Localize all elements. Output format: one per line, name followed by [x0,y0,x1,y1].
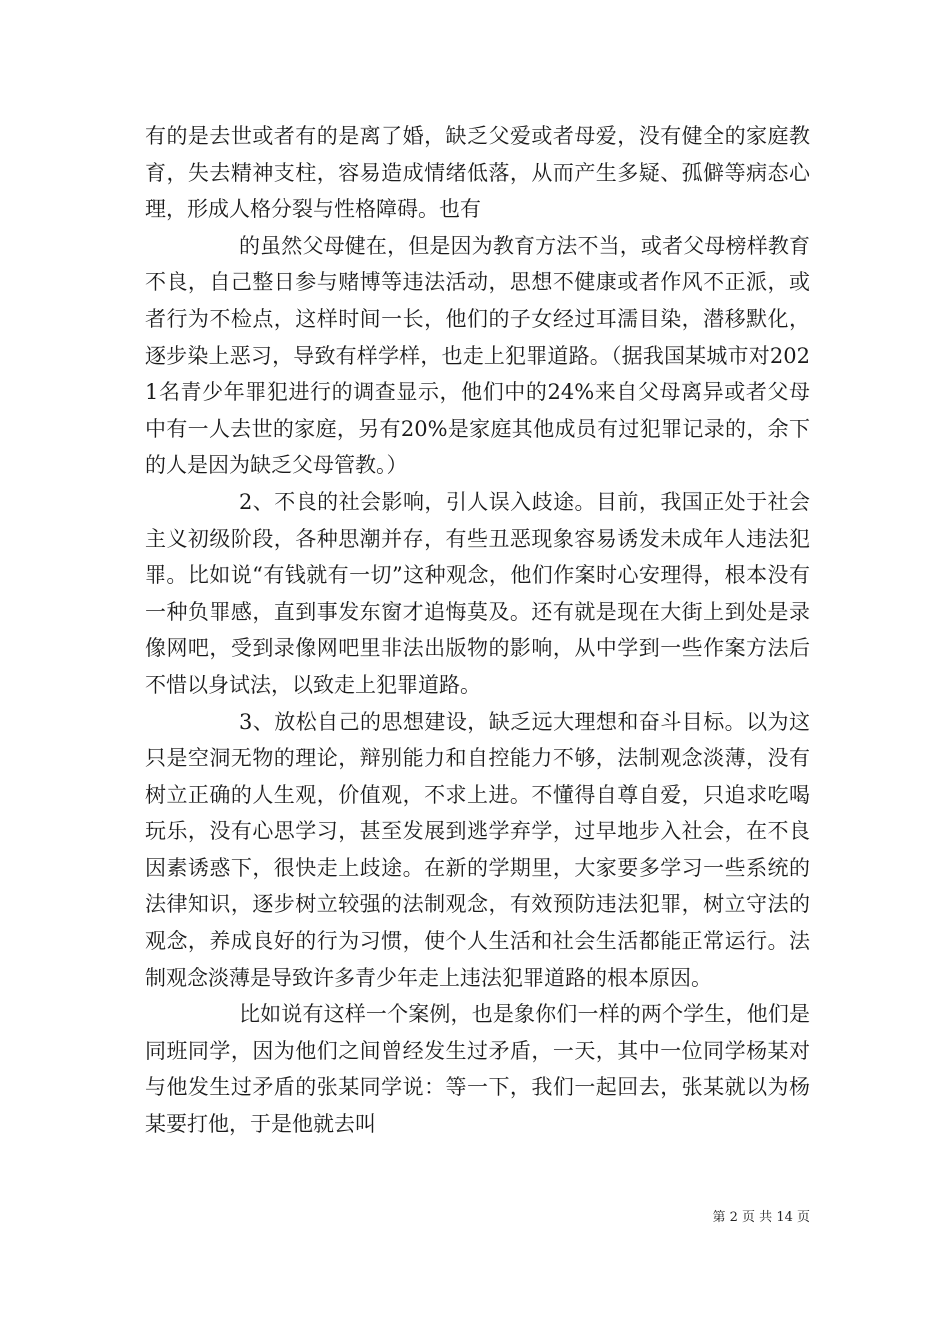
document-body [145,118,810,1143]
paragraph-4: 3、放松自己的思想建设，缺乏远大理想和奋斗目标。以为这只是空洞无物的理论，辩别能力和自控能力不够，法制观念淡薄，没有树立正确的人生观，价值观，不求上进。不懂得自尊自爱，只追求吃喝玩乐，没有心思学习，甚至发展到逃学弃学，过早地步入社会，在不良因素诱惑下，很快走上歧途。在新的学期里，大家要多学习一些系统的法律知识，逐步树立较强的法制观念，有效预防违法犯罪，树立守法的观念，养成良好的行为习惯，使个人生活和社会生活都能正常运行。法制观念淡薄是导致许多青少年走上违法犯罪道路的根本原因。 [145,709,810,990]
paragraph-5: 比如说有这样一个案例，也是象你们一样的两个学生，他们是同班同学，因为他们之间曾经发生过矛盾，一天，其中一位同学杨某对与他发生过矛盾的张某同学说：等一下，我们一起回去，张某就以为杨某要打他，于是他就去叫 [145,1002,810,1137]
paragraph-2: 的虽然父母健在，但是因为教育方法不当，或者父母榜样教育不良，自己整日参与赌博等违法活动，思想不健康或者作风不正派，或者行为不检点，这样时间一长，他们的子女经过耳濡目染，潜移默化，逐步染上恶习，导致有样学样，也走上犯罪道路。（据我国某城市对2021名青少年罪犯进行的调查显示，他们中的24%来自父母离异或者父母中有一人去世的家庭，另有20%是家庭其他成员有过犯罪记录的，余下的人是因为缺乏父母管教。） [145,233,810,478]
paragraph-3: 2、不良的社会影响，引人误入歧途。目前，我国正处于社会主义初级阶段，各种思潮并存，有些丑恶现象容易诱发未成年人违法犯罪。比如说“有钱就有一切”这种观念，他们作案时心安理得，根本没有一种负罪感，直到事发东窗才追悔莫及。还有就是现在大街上到处是录像网吧，受到录像网吧里非法出版物的影响，从中学到一些作案方法后不惜以身试法，以致走上犯罪道路。 [145,489,810,697]
paragraph-1: 有的是去世或者有的是离了婚，缺乏父爱或者母爱，没有健全的家庭教育，失去精神支柱，容易造成情绪低落，从而产生多疑、孤僻等病态心理，形成人格分裂与性格障碍。也有 [145,124,810,222]
page-number: 第 2 页 共 14 页 [712,1210,810,1225]
